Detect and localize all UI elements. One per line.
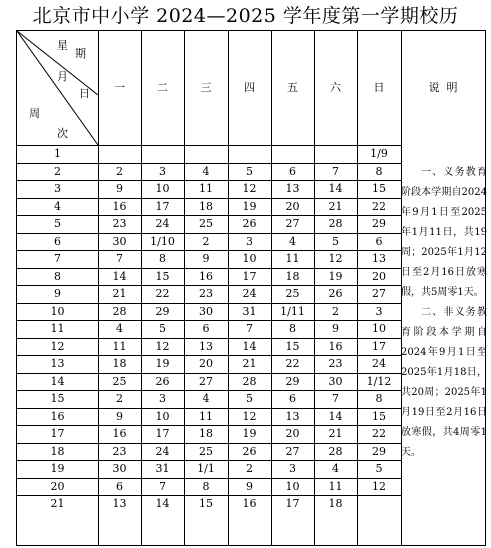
date-cell: 28 <box>112 304 127 318</box>
date-cell: 6 <box>289 392 296 405</box>
date-cell: 5 <box>246 164 253 178</box>
date-cell: 21 <box>328 427 343 440</box>
date-cell: 10 <box>155 182 170 195</box>
date-cell: 19 <box>242 199 257 213</box>
date-cell: 9 <box>116 409 123 423</box>
date-cell: 29 <box>372 217 386 230</box>
week-number: 8 <box>54 269 61 283</box>
week-number: 17 <box>50 427 65 440</box>
date-cell: 7 <box>332 392 339 405</box>
week-number: 20 <box>50 479 65 493</box>
date-cell: 7 <box>116 252 123 265</box>
date-cell: 18 <box>112 357 127 370</box>
week-number: 21 <box>50 497 65 510</box>
date-cell: 16 <box>242 497 257 510</box>
date-cell: 25 <box>199 217 213 230</box>
date-cell: 31 <box>242 304 257 318</box>
header-qi: 期 <box>75 47 86 60</box>
date-cell: 22 <box>155 287 170 300</box>
day-header: 二 <box>157 81 168 94</box>
date-cell: 16 <box>328 339 343 353</box>
date-cell: 30 <box>112 234 127 248</box>
header-xing: 星 <box>57 39 68 52</box>
week-number: 11 <box>50 322 65 335</box>
date-cell: 15 <box>372 409 386 423</box>
date-cell: 6 <box>289 164 296 178</box>
week-number: 7 <box>54 252 61 265</box>
date-cell: 30 <box>199 304 213 318</box>
date-cell: 1/11 <box>280 304 305 318</box>
week-number: 4 <box>54 199 61 213</box>
date-cell: 23 <box>112 217 127 230</box>
date-cell: 12 <box>372 479 386 493</box>
date-cell: 4 <box>202 392 210 405</box>
date-cell: 13 <box>199 339 213 353</box>
date-cell: 17 <box>242 269 257 283</box>
date-cell: 26 <box>328 287 343 300</box>
date-cell: 23 <box>199 287 213 300</box>
date-cell: 22 <box>372 199 386 213</box>
week-number: 13 <box>50 357 65 370</box>
date-cell: 27 <box>285 217 300 230</box>
date-cell: 20 <box>199 357 213 370</box>
header-yue: 月 <box>57 70 68 83</box>
date-cell <box>98 145 141 163</box>
date-cell: 12 <box>242 182 257 195</box>
week-number: 15 <box>50 392 65 405</box>
date-cell: 18 <box>199 199 213 213</box>
date-cell: 2 <box>116 392 123 405</box>
date-cell: 25 <box>199 444 213 458</box>
date-cell: 24 <box>155 217 170 230</box>
date-cell: 1/10 <box>150 234 175 248</box>
date-cell: 23 <box>328 357 343 370</box>
page-title: 北京市中小学 2024—2025 学年度第一学期校历 <box>32 5 459 27</box>
date-cell: 24 <box>372 357 386 370</box>
week-number: 19 <box>50 462 65 475</box>
date-cell: 21 <box>112 287 127 300</box>
date-cell: 11 <box>112 339 127 353</box>
date-cell: 16 <box>112 199 127 213</box>
date-cell: 8 <box>375 392 383 405</box>
date-cell: 20 <box>372 269 386 283</box>
date-cell: 20 <box>285 427 300 440</box>
day-header: 一 <box>114 81 125 94</box>
date-cell: 9 <box>202 252 210 265</box>
date-cell: 16 <box>199 269 213 283</box>
date-cell: 9 <box>246 479 253 493</box>
date-cell: 1/1 <box>197 462 215 475</box>
date-cell: 17 <box>285 497 300 510</box>
date-cell: 17 <box>155 199 170 213</box>
date-cell: 19 <box>155 357 170 370</box>
date-cell: 9 <box>116 182 123 195</box>
remark-paragraph: 二、非义务教育阶段本学期自2024年9月1日至2025年1月18日，共20周；2025年1月19日至2月16日放寒假，共4周零1天。 <box>401 307 487 458</box>
date-cell: 26 <box>242 444 257 458</box>
week-number: 14 <box>50 374 65 388</box>
day-header: 四 <box>244 81 255 94</box>
date-cell: 28 <box>328 217 343 230</box>
date-cell: 11 <box>285 252 300 265</box>
date-cell: 10 <box>242 252 257 265</box>
date-cell: 7 <box>159 479 166 493</box>
date-cell: 26 <box>155 374 170 388</box>
date-cell: 7 <box>246 322 253 335</box>
date-cell: 15 <box>372 182 386 195</box>
date-cell: 14 <box>242 339 257 353</box>
date-cell: 19 <box>328 269 343 283</box>
date-cell: 15 <box>285 339 300 353</box>
date-cell: 30 <box>328 374 343 388</box>
date-cell: 3 <box>246 234 253 248</box>
date-cell <box>141 145 184 163</box>
date-cell: 22 <box>285 357 300 370</box>
date-cell: 3 <box>375 304 383 318</box>
day-header: 三 <box>200 81 212 94</box>
date-cell: 23 <box>112 444 127 458</box>
date-cell: 16 <box>112 427 127 440</box>
date-cell: 21 <box>328 199 343 213</box>
date-cell: 31 <box>155 462 170 475</box>
date-cell: 22 <box>372 427 386 440</box>
date-cell: 12 <box>155 339 170 353</box>
date-cell: 3 <box>159 164 166 178</box>
date-cell: 5 <box>375 462 383 475</box>
date-cell: 13 <box>372 252 386 265</box>
day-header: 五 <box>287 81 298 94</box>
date-cell: 29 <box>155 304 170 318</box>
date-cell: 5 <box>332 234 339 248</box>
week-number: 6 <box>54 234 61 248</box>
date-cell: 2 <box>332 304 339 318</box>
date-cell: 10 <box>285 479 300 493</box>
date-cell: 10 <box>372 322 386 335</box>
date-cell: 17 <box>155 427 170 440</box>
date-cell: 6 <box>116 479 123 493</box>
date-cell: 20 <box>285 199 300 213</box>
date-cell: 5 <box>246 392 253 405</box>
date-cell: 5 <box>159 322 166 335</box>
week-number: 1 <box>54 147 61 160</box>
header-ri: 日 <box>79 87 90 100</box>
date-cell: 3 <box>289 462 296 475</box>
date-cell: 24 <box>242 287 257 300</box>
date-cell: 14 <box>155 497 170 510</box>
date-cell: 26 <box>242 217 257 230</box>
date-cell: 12 <box>328 252 343 265</box>
date-cell: 13 <box>285 409 300 423</box>
date-cell: 29 <box>372 444 386 458</box>
week-number: 18 <box>50 444 65 458</box>
date-cell: 14 <box>328 182 343 195</box>
date-cell: 21 <box>242 357 257 370</box>
week-number: 5 <box>54 217 61 230</box>
remark-paragraph: 一、义务教育阶段本学期自2024年9月1日至2025年1月11日，共19周；2025年1月12日至2月16日放寒假，共5周零1天。 <box>401 167 487 298</box>
date-cell: 1/12 <box>366 374 392 388</box>
date-cell: 4 <box>332 462 339 475</box>
date-cell <box>184 145 228 163</box>
date-cell: 9 <box>332 322 339 335</box>
date-cell: 2 <box>246 462 253 475</box>
week-number: 16 <box>50 409 65 423</box>
date-cell: 15 <box>155 269 170 283</box>
date-cell <box>228 145 271 163</box>
date-cell <box>271 145 314 163</box>
date-cell: 2 <box>202 234 210 248</box>
date-cell: 27 <box>285 444 300 458</box>
date-cell: 18 <box>285 269 300 283</box>
date-cell: 2 <box>116 164 123 178</box>
header-ci: 次 <box>57 127 68 140</box>
date-cell: 27 <box>199 374 213 388</box>
date-cell: 18 <box>199 427 213 440</box>
date-cell: 10 <box>155 409 170 423</box>
date-cell: 8 <box>202 479 210 493</box>
date-cell: 30 <box>112 462 127 475</box>
date-cell: 13 <box>112 497 127 510</box>
date-cell: 4 <box>289 234 296 248</box>
header-zhou: 周 <box>29 107 40 120</box>
date-cell: 13 <box>285 182 300 195</box>
date-cell: 29 <box>285 374 300 388</box>
date-cell: 3 <box>159 392 166 405</box>
date-cell: 6 <box>375 234 383 248</box>
date-cell: 25 <box>285 287 300 300</box>
date-cell: 17 <box>372 339 386 353</box>
date-cell: 1/9 <box>370 147 388 160</box>
date-cell <box>314 145 357 163</box>
date-cell: 11 <box>328 479 343 493</box>
date-cell: 28 <box>242 374 257 388</box>
week-number: 10 <box>50 304 65 318</box>
date-cell: 8 <box>159 252 166 265</box>
remarks-header: 说 明 <box>428 81 458 94</box>
calendar-table <box>16 30 486 546</box>
date-cell: 24 <box>155 444 170 458</box>
date-cell: 7 <box>332 164 339 178</box>
date-cell: 14 <box>112 269 127 283</box>
week-number: 9 <box>54 287 61 300</box>
date-cell: 28 <box>328 444 343 458</box>
day-header: 六 <box>330 81 341 94</box>
date-cell: 8 <box>289 322 296 335</box>
date-cell: 15 <box>199 497 213 510</box>
date-cell: 27 <box>372 287 386 300</box>
date-cell: 18 <box>328 497 343 510</box>
date-cell: 14 <box>328 409 343 423</box>
date-cell: 4 <box>116 322 123 335</box>
date-cell: 25 <box>112 374 127 388</box>
date-cell <box>357 495 401 513</box>
date-cell: 8 <box>375 164 383 178</box>
week-number: 3 <box>54 182 61 195</box>
week-number: 12 <box>50 339 65 353</box>
week-number: 2 <box>54 164 61 178</box>
date-cell: 11 <box>199 182 213 195</box>
date-cell: 6 <box>202 322 210 335</box>
date-cell: 19 <box>242 427 257 440</box>
date-cell: 12 <box>242 409 257 423</box>
remarks-notes <box>401 163 487 463</box>
date-cell: 11 <box>199 409 213 423</box>
day-header: 日 <box>373 81 385 94</box>
date-cell: 4 <box>202 164 210 178</box>
